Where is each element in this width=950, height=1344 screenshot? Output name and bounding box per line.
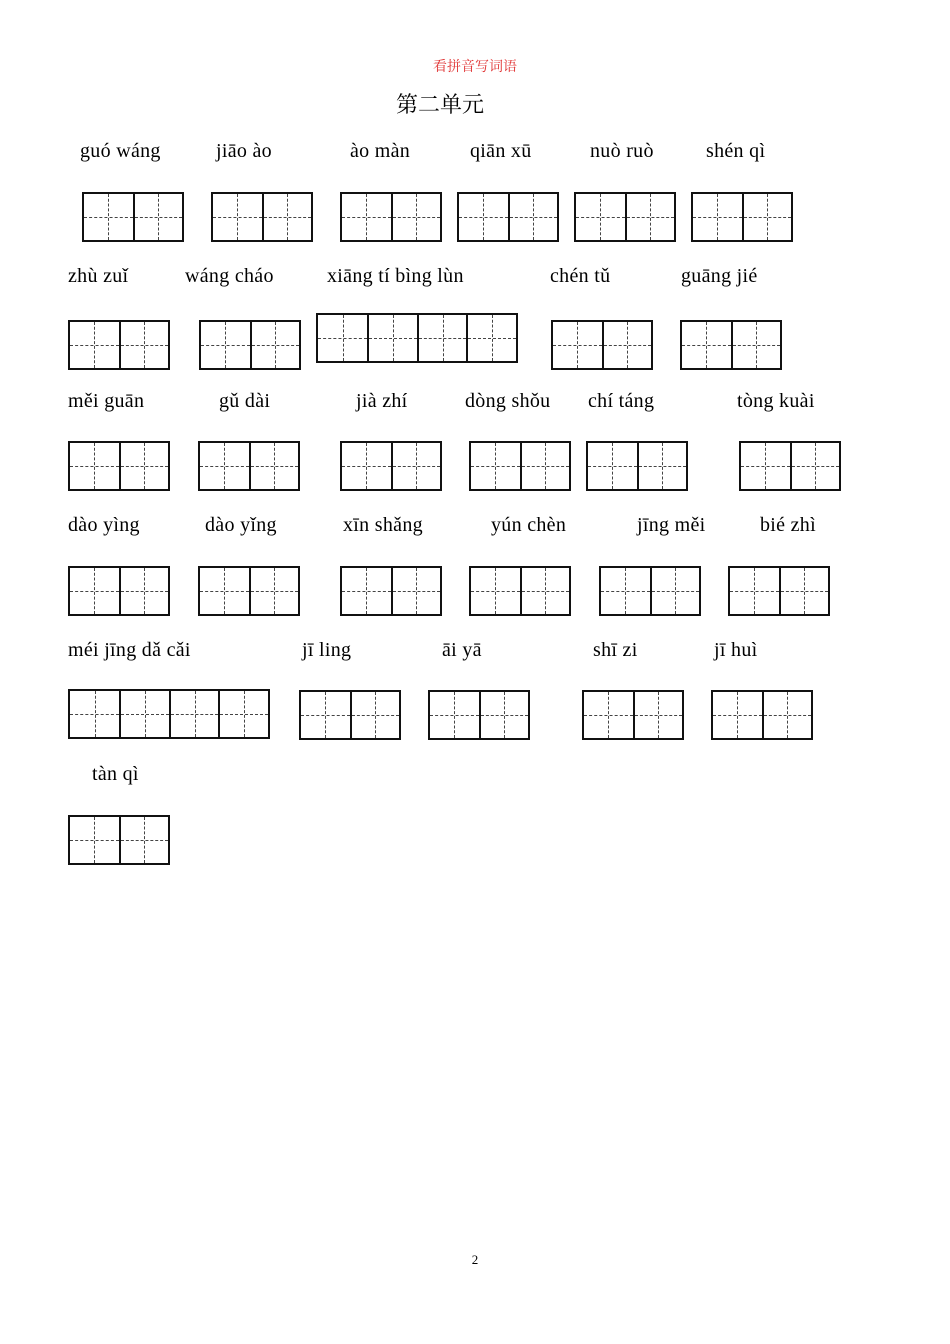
- pinyin-prompt: jī ling: [302, 639, 352, 661]
- character-cell[interactable]: [119, 817, 168, 863]
- character-cell[interactable]: [790, 443, 839, 489]
- character-cell[interactable]: [588, 443, 637, 489]
- writing-grid[interactable]: [299, 690, 401, 740]
- character-cell[interactable]: [731, 322, 780, 368]
- pinyin-prompt: méi jīng dǎ cǎi: [68, 639, 191, 661]
- pinyin-prompt: tàn qì: [92, 763, 139, 785]
- character-cell[interactable]: [70, 691, 119, 737]
- pinyin-prompt: wáng cháo: [185, 265, 274, 287]
- writing-grid[interactable]: [68, 320, 170, 370]
- pinyin-prompt: měi guān: [68, 390, 145, 412]
- character-cell[interactable]: [318, 315, 367, 361]
- pinyin-prompt: chén tǔ: [550, 265, 611, 287]
- pinyin-prompt: dào yǐng: [205, 514, 277, 536]
- character-cell[interactable]: [262, 194, 311, 240]
- pinyin-prompt: xiāng tí bìng lùn: [327, 265, 464, 287]
- character-cell[interactable]: [713, 692, 762, 738]
- character-cell[interactable]: [250, 322, 299, 368]
- character-cell[interactable]: [471, 443, 520, 489]
- character-cell[interactable]: [200, 443, 249, 489]
- character-cell[interactable]: [417, 315, 467, 361]
- pinyin-prompt: yún chèn: [491, 514, 567, 536]
- character-cell[interactable]: [576, 194, 625, 240]
- character-cell[interactable]: [508, 194, 557, 240]
- writing-grid[interactable]: [739, 441, 841, 491]
- writing-grid[interactable]: [340, 566, 442, 616]
- pinyin-prompt: guó wáng: [80, 140, 161, 162]
- character-cell[interactable]: [342, 194, 391, 240]
- character-cell[interactable]: [70, 817, 119, 863]
- character-cell[interactable]: [119, 443, 168, 489]
- writing-grid[interactable]: [428, 690, 530, 740]
- writing-grid[interactable]: [316, 313, 518, 363]
- writing-grid[interactable]: [68, 815, 170, 865]
- character-cell[interactable]: [779, 568, 828, 614]
- character-cell[interactable]: [201, 322, 250, 368]
- character-cell[interactable]: [601, 568, 650, 614]
- pinyin-prompt: guāng jié: [681, 265, 758, 287]
- character-cell[interactable]: [119, 322, 168, 368]
- character-cell[interactable]: [520, 443, 569, 489]
- pinyin-prompt: shī zi: [593, 639, 638, 661]
- character-cell[interactable]: [350, 692, 399, 738]
- character-cell[interactable]: [84, 194, 133, 240]
- writing-grid[interactable]: [551, 320, 653, 370]
- writing-grid[interactable]: [68, 441, 170, 491]
- pinyin-prompt: jī huì: [714, 639, 758, 661]
- character-cell[interactable]: [218, 691, 268, 737]
- writing-grid[interactable]: [199, 320, 301, 370]
- writing-grid[interactable]: [68, 566, 170, 616]
- pinyin-prompt: nuò ruò: [590, 140, 654, 162]
- character-cell[interactable]: [200, 568, 249, 614]
- writing-grid[interactable]: [728, 566, 830, 616]
- character-cell[interactable]: [637, 443, 686, 489]
- writing-grid[interactable]: [211, 192, 313, 242]
- page-number: 2: [471, 1252, 479, 1267]
- character-cell[interactable]: [693, 194, 742, 240]
- character-cell[interactable]: [119, 691, 169, 737]
- pinyin-prompt: bié zhì: [760, 514, 816, 536]
- pinyin-prompt: tòng kuài: [737, 390, 815, 412]
- character-cell[interactable]: [471, 568, 520, 614]
- character-cell[interactable]: [742, 194, 791, 240]
- character-cell[interactable]: [741, 443, 790, 489]
- writing-grid[interactable]: [68, 689, 270, 739]
- writing-grid[interactable]: [574, 192, 676, 242]
- writing-grid[interactable]: [198, 441, 300, 491]
- pinyin-prompt: zhù zuǐ: [68, 265, 129, 287]
- pinyin-prompt: jiāo ào: [216, 140, 272, 162]
- pinyin-prompt: chí táng: [588, 390, 655, 412]
- pinyin-prompt: dòng shǒu: [465, 390, 551, 412]
- character-cell[interactable]: [459, 194, 508, 240]
- pinyin-prompt: jīng měi: [637, 514, 706, 536]
- character-cell[interactable]: [602, 322, 651, 368]
- character-cell[interactable]: [682, 322, 731, 368]
- pinyin-prompt: gǔ dài: [219, 390, 271, 412]
- writing-grid[interactable]: [582, 690, 684, 740]
- pinyin-prompt: ào màn: [350, 140, 411, 162]
- writing-grid[interactable]: [691, 192, 793, 242]
- writing-grid[interactable]: [340, 441, 442, 491]
- writing-grid[interactable]: [586, 441, 688, 491]
- pinyin-prompt: jià zhí: [356, 390, 408, 412]
- writing-grid[interactable]: [82, 192, 184, 242]
- character-cell[interactable]: [342, 568, 391, 614]
- writing-grid[interactable]: [711, 690, 813, 740]
- writing-grid[interactable]: [599, 566, 701, 616]
- character-cell[interactable]: [633, 692, 682, 738]
- character-cell[interactable]: [430, 692, 479, 738]
- character-cell[interactable]: [119, 568, 168, 614]
- writing-grid[interactable]: [457, 192, 559, 242]
- unit-title: 第二单元: [395, 92, 484, 117]
- character-cell[interactable]: [367, 315, 417, 361]
- character-cell[interactable]: [520, 568, 569, 614]
- pinyin-prompt: dào yìng: [68, 514, 140, 536]
- worksheet-header: 看拼音写词语: [433, 60, 517, 75]
- pinyin-prompt: xīn shǎng: [343, 514, 423, 536]
- writing-grid[interactable]: [680, 320, 782, 370]
- character-cell[interactable]: [249, 443, 298, 489]
- character-cell[interactable]: [584, 692, 633, 738]
- pinyin-prompt: āi yā: [442, 639, 482, 661]
- character-cell[interactable]: [213, 194, 262, 240]
- writing-grid[interactable]: [198, 566, 300, 616]
- character-cell[interactable]: [301, 692, 350, 738]
- character-cell[interactable]: [70, 443, 119, 489]
- character-cell[interactable]: [466, 315, 516, 361]
- character-cell[interactable]: [70, 322, 119, 368]
- writing-grid[interactable]: [340, 192, 442, 242]
- character-cell[interactable]: [249, 568, 298, 614]
- character-cell[interactable]: [133, 194, 182, 240]
- writing-grid[interactable]: [469, 441, 571, 491]
- character-cell[interactable]: [70, 568, 119, 614]
- character-cell[interactable]: [391, 443, 440, 489]
- pinyin-prompt: shén qì: [706, 140, 766, 162]
- character-cell[interactable]: [391, 568, 440, 614]
- character-cell[interactable]: [762, 692, 811, 738]
- character-cell[interactable]: [650, 568, 699, 614]
- character-cell[interactable]: [169, 691, 219, 737]
- character-cell[interactable]: [391, 194, 440, 240]
- character-cell[interactable]: [342, 443, 391, 489]
- character-cell[interactable]: [479, 692, 528, 738]
- character-cell[interactable]: [553, 322, 602, 368]
- pinyin-prompt: qiān xū: [470, 140, 532, 162]
- character-cell[interactable]: [625, 194, 674, 240]
- writing-grid[interactable]: [469, 566, 571, 616]
- character-cell[interactable]: [730, 568, 779, 614]
